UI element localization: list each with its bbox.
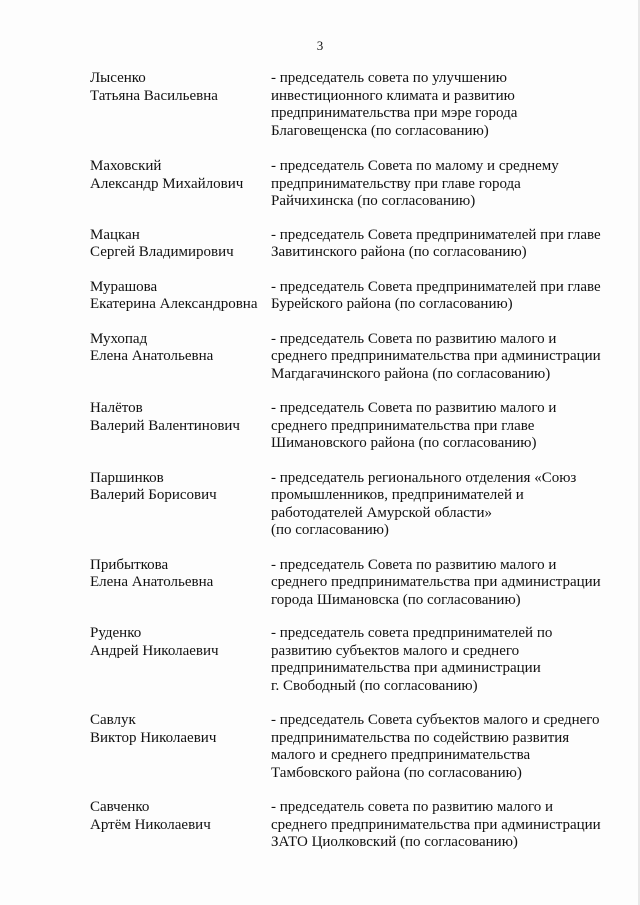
role-line: развитию субъектов малого и среднего bbox=[271, 642, 520, 659]
role-line: Тамбовского района (по согласованию) bbox=[271, 764, 522, 781]
role-line: - председатель совета по улучшению bbox=[271, 70, 507, 86]
member-surname: Савченко bbox=[90, 799, 150, 815]
member-given-name: Татьяна Васильевна bbox=[90, 87, 218, 104]
member-name bbox=[90, 625, 271, 695]
member-name bbox=[90, 331, 271, 384]
member-entry bbox=[90, 557, 620, 610]
role-line: - председатель Совета субъектов малого и среднего bbox=[271, 712, 600, 728]
member-given-name: Александр Михайлович bbox=[90, 175, 244, 192]
role-line: промышленников, предпринимателей и bbox=[271, 487, 524, 503]
member-entry bbox=[90, 400, 620, 453]
role-line: - председатель совета по развитию малого и bbox=[271, 799, 554, 815]
member-entry bbox=[90, 158, 620, 211]
role-line: среднего предпринимательства при администрации bbox=[271, 574, 601, 590]
member-given-name: Елена Анатольевна bbox=[90, 574, 214, 590]
role-line: Райчихинска (по согласованию) bbox=[271, 193, 476, 209]
role-line: - председатель Совета по развитию малого и bbox=[271, 400, 557, 416]
member-given-name: Валерий Борисович bbox=[90, 487, 217, 503]
role-line: среднего предпринимательства при администрации bbox=[271, 816, 601, 833]
role-line: (по согласованию) bbox=[271, 522, 389, 538]
member-role bbox=[271, 799, 620, 852]
role-line: Благовещенска (по согласованию) bbox=[271, 122, 489, 139]
role-line: - председатель Совета предпринимателей при главе bbox=[271, 226, 601, 243]
role-line: предпринимательству при главе города bbox=[271, 175, 521, 192]
role-line: - председатель совета предпринимателей по bbox=[271, 625, 553, 641]
member-name bbox=[90, 712, 271, 782]
member-name bbox=[90, 279, 271, 314]
member-list bbox=[90, 70, 620, 852]
member-name bbox=[90, 158, 271, 211]
member-given-name: Виктор Николаевич bbox=[90, 729, 217, 746]
member-role bbox=[271, 227, 620, 262]
member-name bbox=[90, 400, 271, 453]
member-role bbox=[271, 331, 620, 384]
role-line: Магдагачинского района (по согласованию) bbox=[271, 365, 551, 382]
member-surname: Лысенко bbox=[90, 70, 146, 86]
role-line: - председатель Совета по развитию малого и bbox=[271, 556, 557, 573]
page-number: 3 bbox=[316, 38, 324, 53]
role-line: инвестиционного климата и развитию bbox=[271, 87, 515, 104]
role-line: предпринимательства по содействию развития bbox=[271, 729, 570, 746]
member-entry bbox=[90, 279, 620, 314]
member-given-name: Екатерина Александровна bbox=[90, 296, 258, 312]
role-line: среднего предпринимательства при главе bbox=[271, 417, 535, 434]
member-name bbox=[90, 70, 271, 140]
role-line: среднего предпринимательства при администрации bbox=[271, 348, 601, 364]
member-entry bbox=[90, 799, 620, 852]
member-role bbox=[271, 470, 620, 540]
role-line: - председатель Совета предпринимателей при главе bbox=[271, 278, 601, 295]
role-line: предпринимательства при мэре города bbox=[271, 105, 518, 121]
member-entry bbox=[90, 331, 620, 384]
member-name bbox=[90, 227, 271, 262]
member-name bbox=[90, 557, 271, 610]
member-entry bbox=[90, 625, 620, 695]
role-line: ЗАТО Циолковский (по согласованию) bbox=[271, 834, 518, 850]
member-name bbox=[90, 799, 271, 852]
member-surname: Прибыткова bbox=[90, 556, 169, 573]
member-role bbox=[271, 557, 620, 610]
member-role bbox=[271, 625, 620, 695]
role-line: города Шимановска (по согласованию) bbox=[271, 591, 521, 608]
member-name bbox=[90, 470, 271, 540]
member-surname: Мурашова bbox=[90, 278, 158, 295]
member-role bbox=[271, 70, 620, 140]
role-line: - председатель Совета по развитию малого и bbox=[271, 330, 557, 347]
member-role bbox=[271, 279, 620, 314]
member-given-name: Артём Николаевич bbox=[90, 816, 211, 833]
member-given-name: Валерий Валентинович bbox=[90, 417, 240, 434]
member-role bbox=[271, 712, 620, 782]
member-surname: Савлук bbox=[90, 712, 136, 728]
member-surname: Маховский bbox=[90, 158, 162, 174]
member-entry bbox=[90, 712, 620, 782]
member-surname: Руденко bbox=[90, 625, 142, 641]
member-entry bbox=[90, 70, 620, 140]
member-given-name: Сергей Владимирович bbox=[90, 244, 234, 260]
role-line: Бурейского района (по согласованию) bbox=[271, 296, 513, 312]
member-given-name: Андрей Николаевич bbox=[90, 642, 219, 659]
role-line: - председатель Совета по малому и среднему bbox=[271, 158, 559, 174]
role-line: г. Свободный (по согласованию) bbox=[271, 677, 478, 694]
member-role bbox=[271, 158, 620, 211]
role-line: Шимановского района (по согласованию) bbox=[271, 435, 537, 451]
role-line: предпринимательства при администрации bbox=[271, 660, 541, 676]
member-entry bbox=[90, 227, 620, 262]
member-entry bbox=[90, 470, 620, 540]
role-line: - председатель регионального отделения «Союз bbox=[271, 469, 577, 486]
role-line: малого и среднего предпринимательства bbox=[271, 747, 531, 763]
member-surname: Мухопад bbox=[90, 330, 148, 347]
member-role bbox=[271, 400, 620, 453]
member-surname: Паршинков bbox=[90, 469, 164, 486]
role-line: Завитинского района (по согласованию) bbox=[271, 244, 527, 260]
role-line: работодателей Амурской области» bbox=[271, 504, 492, 521]
member-given-name: Елена Анатольевна bbox=[90, 348, 214, 364]
member-surname: Мацкан bbox=[90, 226, 140, 243]
member-surname: Налётов bbox=[90, 400, 143, 416]
